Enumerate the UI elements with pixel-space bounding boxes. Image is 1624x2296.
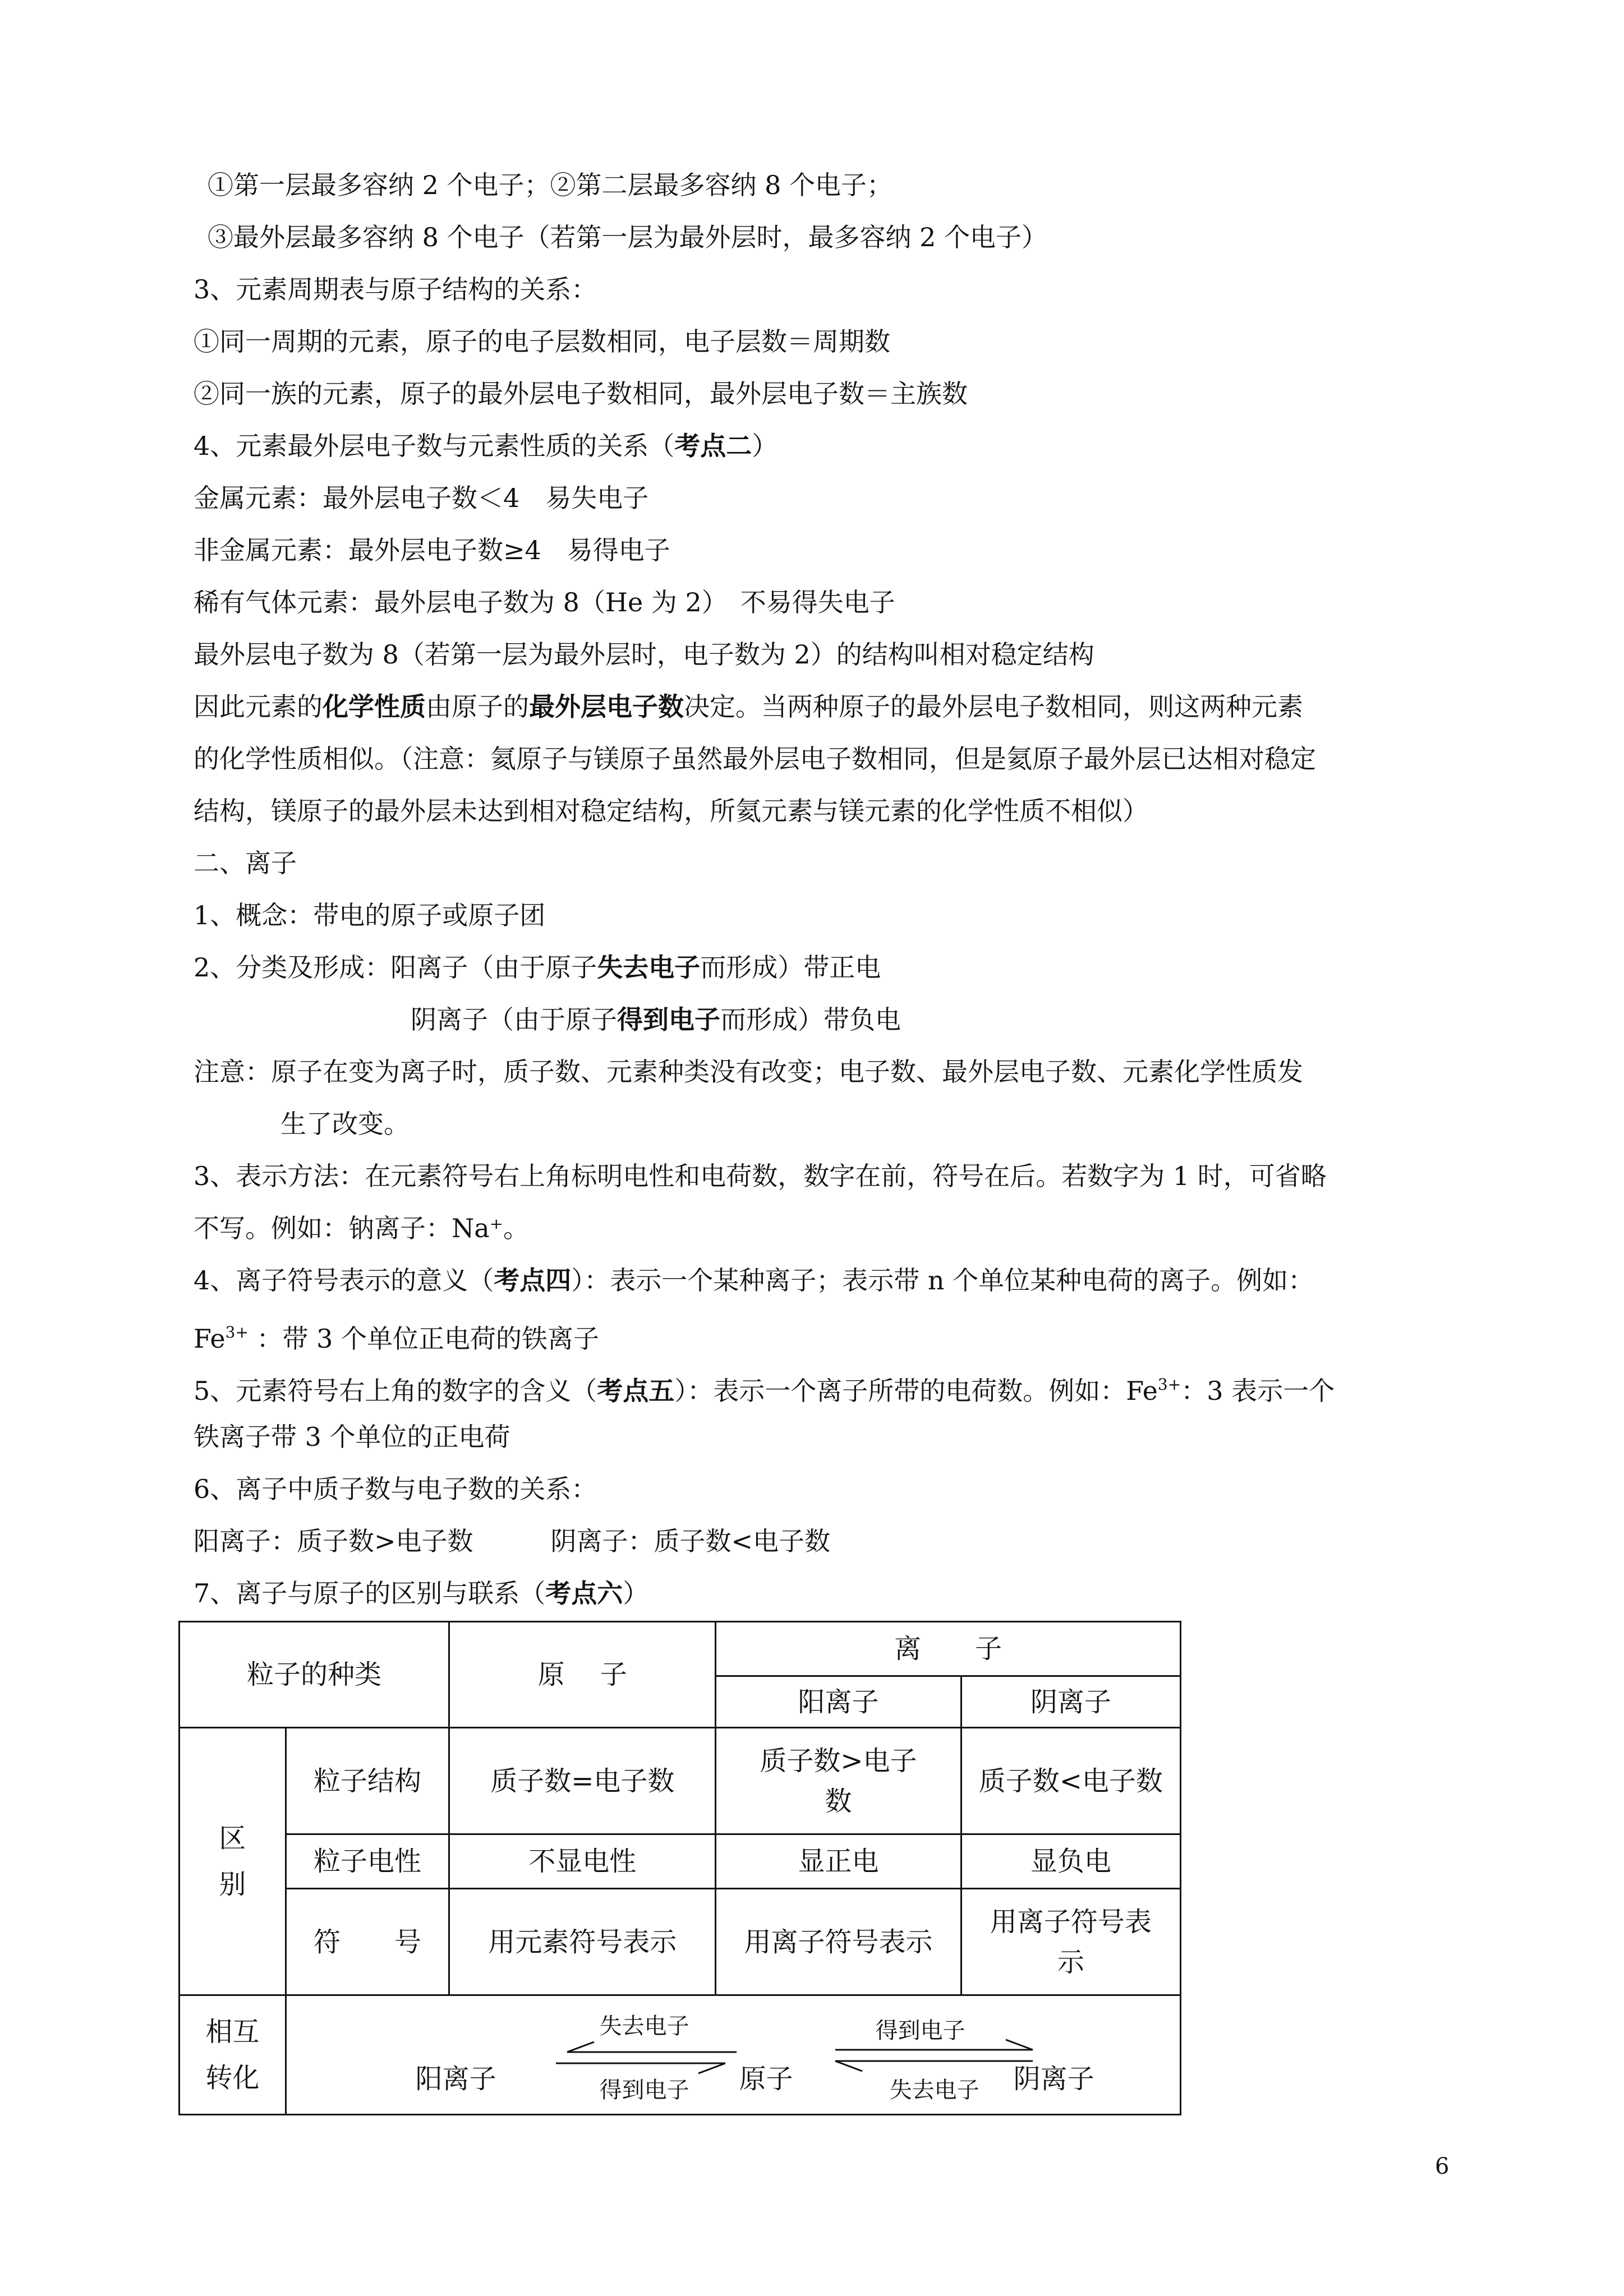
- line-11-e: 决定。当两种原子的最外层电子数相同，则这两种元素: [684, 691, 1303, 722]
- line-8: 非金属元素：最外层电子数≥4 易得电子: [194, 535, 670, 565]
- line-6: [194, 429, 778, 463]
- header-anion: 阴离子: [961, 1676, 1180, 1728]
- line-23-a: Fe: [194, 1324, 226, 1354]
- line-13: 结构，镁原子的最外层未达到相对稳定结构，所氦元素与镁元素的化学性质不相似）: [194, 796, 1148, 826]
- line-5: ②同一族的元素，原子的最外层电子数相同，最外层电子数＝主族数: [194, 379, 968, 409]
- header-ion: 离 子: [716, 1622, 1181, 1676]
- line-18: 注意：原子在变为离子时，质子数、元素种类没有改变；电子数、最外层电子数、元素化学性质发: [194, 1057, 1303, 1087]
- conversion-cell: [286, 1995, 1180, 2115]
- line-9: 稀有气体元素：最外层电子数为 8（He 为 2） 不易得失电子: [194, 587, 895, 617]
- line-23-sup: 3+: [225, 1323, 249, 1341]
- line-16: [194, 951, 881, 984]
- line-22-a: 4、离子符号表示的意义（: [194, 1265, 494, 1295]
- line-28-a: 7、离子与原子的区别与联系（: [194, 1578, 546, 1608]
- conversion-diagram: [287, 1996, 1180, 2114]
- row-label-charge: 粒子电性: [286, 1834, 449, 1889]
- line-15: 1、概念：带电的原子或原子团: [194, 900, 546, 930]
- row-label-structure: 粒子结构: [286, 1728, 449, 1834]
- line-14: 二、离子: [194, 848, 297, 878]
- group-difference: 区 别: [180, 1728, 286, 1995]
- line-23: [194, 1316, 599, 1356]
- conv-lose-electrons-1: 失去电子: [599, 2013, 689, 2039]
- atom-symbol: 用元素符号表示: [449, 1889, 716, 1995]
- anion-structure: 质子数<电子数: [961, 1728, 1180, 1834]
- line-6-c: ）: [752, 431, 778, 461]
- chem-property: 化学性质: [323, 691, 426, 722]
- line-6-a: 4、元素最外层电子数与元素性质的关系（: [194, 431, 675, 461]
- line-28-c: ）: [623, 1578, 649, 1608]
- conv-gain-electrons-2: 得到电子: [875, 2018, 965, 2044]
- exam-point-2: 考点二: [674, 431, 752, 461]
- conv-anion: 阴离子: [1013, 2063, 1094, 2095]
- line-17-c: 而形成）带负电: [720, 1004, 901, 1035]
- line-24-sup: 3+: [1157, 1375, 1181, 1394]
- line-24-d: ：3 表示一个: [1181, 1376, 1335, 1406]
- group-conversion: 相互 转化: [180, 1995, 286, 2115]
- cation-charge: 显正电: [716, 1834, 961, 1889]
- line-22: [194, 1264, 1314, 1297]
- line-23-b: ：带 3 个单位正电荷的铁离子: [248, 1324, 600, 1354]
- exam-point-5: 考点五: [597, 1376, 675, 1406]
- line-19: 生了改变。: [280, 1109, 410, 1139]
- cation-symbol: 用离子符号表示: [716, 1889, 961, 1995]
- line-10: 最外层电子数为 8（若第一层为最外层时，电子数为 2）的结构叫相对稳定结构: [194, 639, 1094, 670]
- anion-charge: 显负电: [961, 1834, 1180, 1889]
- cation-structure: 质子数>电子数: [716, 1728, 961, 1834]
- lose-electrons: 失去电子: [597, 952, 701, 983]
- header-particle-kind: 粒子的种类: [180, 1622, 449, 1728]
- row-label-symbol: 符 号: [286, 1889, 449, 1995]
- line-27: 阳离子：质子数>电子数 阴离子：质子数<电子数: [194, 1526, 831, 1556]
- line-28: [194, 1576, 648, 1610]
- line-25: 铁离子带 3 个单位的正电荷: [194, 1422, 510, 1452]
- line-11-c: 由原子的: [426, 691, 529, 722]
- conv-cation: 阳离子: [415, 2063, 496, 2095]
- line-21: 不写。例如：钠离子：Na⁺。: [194, 1213, 529, 1243]
- conv-atom: 原子: [739, 2063, 793, 2095]
- line-24-c: ）：表示一个离子所带的电荷数。例如：Fe: [674, 1376, 1158, 1406]
- line-1: ①第一层最多容纳 2 个电子；②第二层最多容纳 8 个电子；: [208, 170, 893, 200]
- header-cation: 阳离子: [716, 1676, 961, 1728]
- line-7: 金属元素：最外层电子数＜4 易失电子: [194, 483, 649, 513]
- line-12: 的化学性质相似。（注意：氦原子与镁原子虽然最外层电子数相同，但是氦原子最外层已达相对稳定: [194, 744, 1316, 774]
- atom-charge: 不显电性: [449, 1834, 716, 1889]
- line-2: ③最外层最多容纳 8 个电子（若第一层为最外层时，最多容纳 2 个电子）: [208, 222, 1048, 252]
- line-16-a: 2、分类及形成：阳离子（由于原子: [194, 952, 597, 983]
- line-20: 3、表示方法：在元素符号右上角标明电性和电荷数，数字在前，符号在后。若数字为 1 时，可省略: [194, 1161, 1327, 1191]
- line-11-a: 因此元素的: [194, 691, 323, 722]
- ion-atom-comparison-table: [178, 1621, 1181, 2115]
- conv-gain-electrons-1: 得到电子: [599, 2077, 689, 2103]
- line-24-a: 5、元素符号右上角的数字的含义（: [194, 1376, 597, 1406]
- page-number: 6: [1435, 2154, 1450, 2179]
- atom-structure: 质子数=电子数: [449, 1728, 716, 1834]
- exam-point-4: 考点四: [494, 1265, 572, 1295]
- conversion-arrows: [287, 1996, 1183, 2114]
- exam-point-6: 考点六: [545, 1578, 623, 1608]
- header-atom: 原 子: [449, 1622, 716, 1728]
- conv-lose-electrons-2: 失去电子: [889, 2077, 979, 2103]
- line-4: ①同一周期的元素，原子的电子层数相同，电子层数＝周期数: [194, 326, 890, 357]
- line-3: 3、元素周期表与原子结构的关系：: [194, 274, 597, 305]
- line-22-c: ）：表示一个某种离子；表示带 n 个单位某种电荷的离子。例如：: [571, 1265, 1314, 1295]
- line-16-c: 而形成）带正电: [700, 952, 881, 983]
- line-26: 6、离子中质子数与电子数的关系：: [194, 1474, 597, 1504]
- outer-electrons: 最外层电子数: [529, 691, 684, 722]
- gain-electrons: 得到电子: [617, 1004, 720, 1035]
- anion-symbol: 用离子符号表示: [961, 1889, 1180, 1995]
- line-24: [194, 1368, 1335, 1408]
- line-17: [411, 1003, 901, 1036]
- line-17-a: 阴离子（由于原子: [411, 1004, 617, 1035]
- line-11: [194, 690, 1303, 723]
